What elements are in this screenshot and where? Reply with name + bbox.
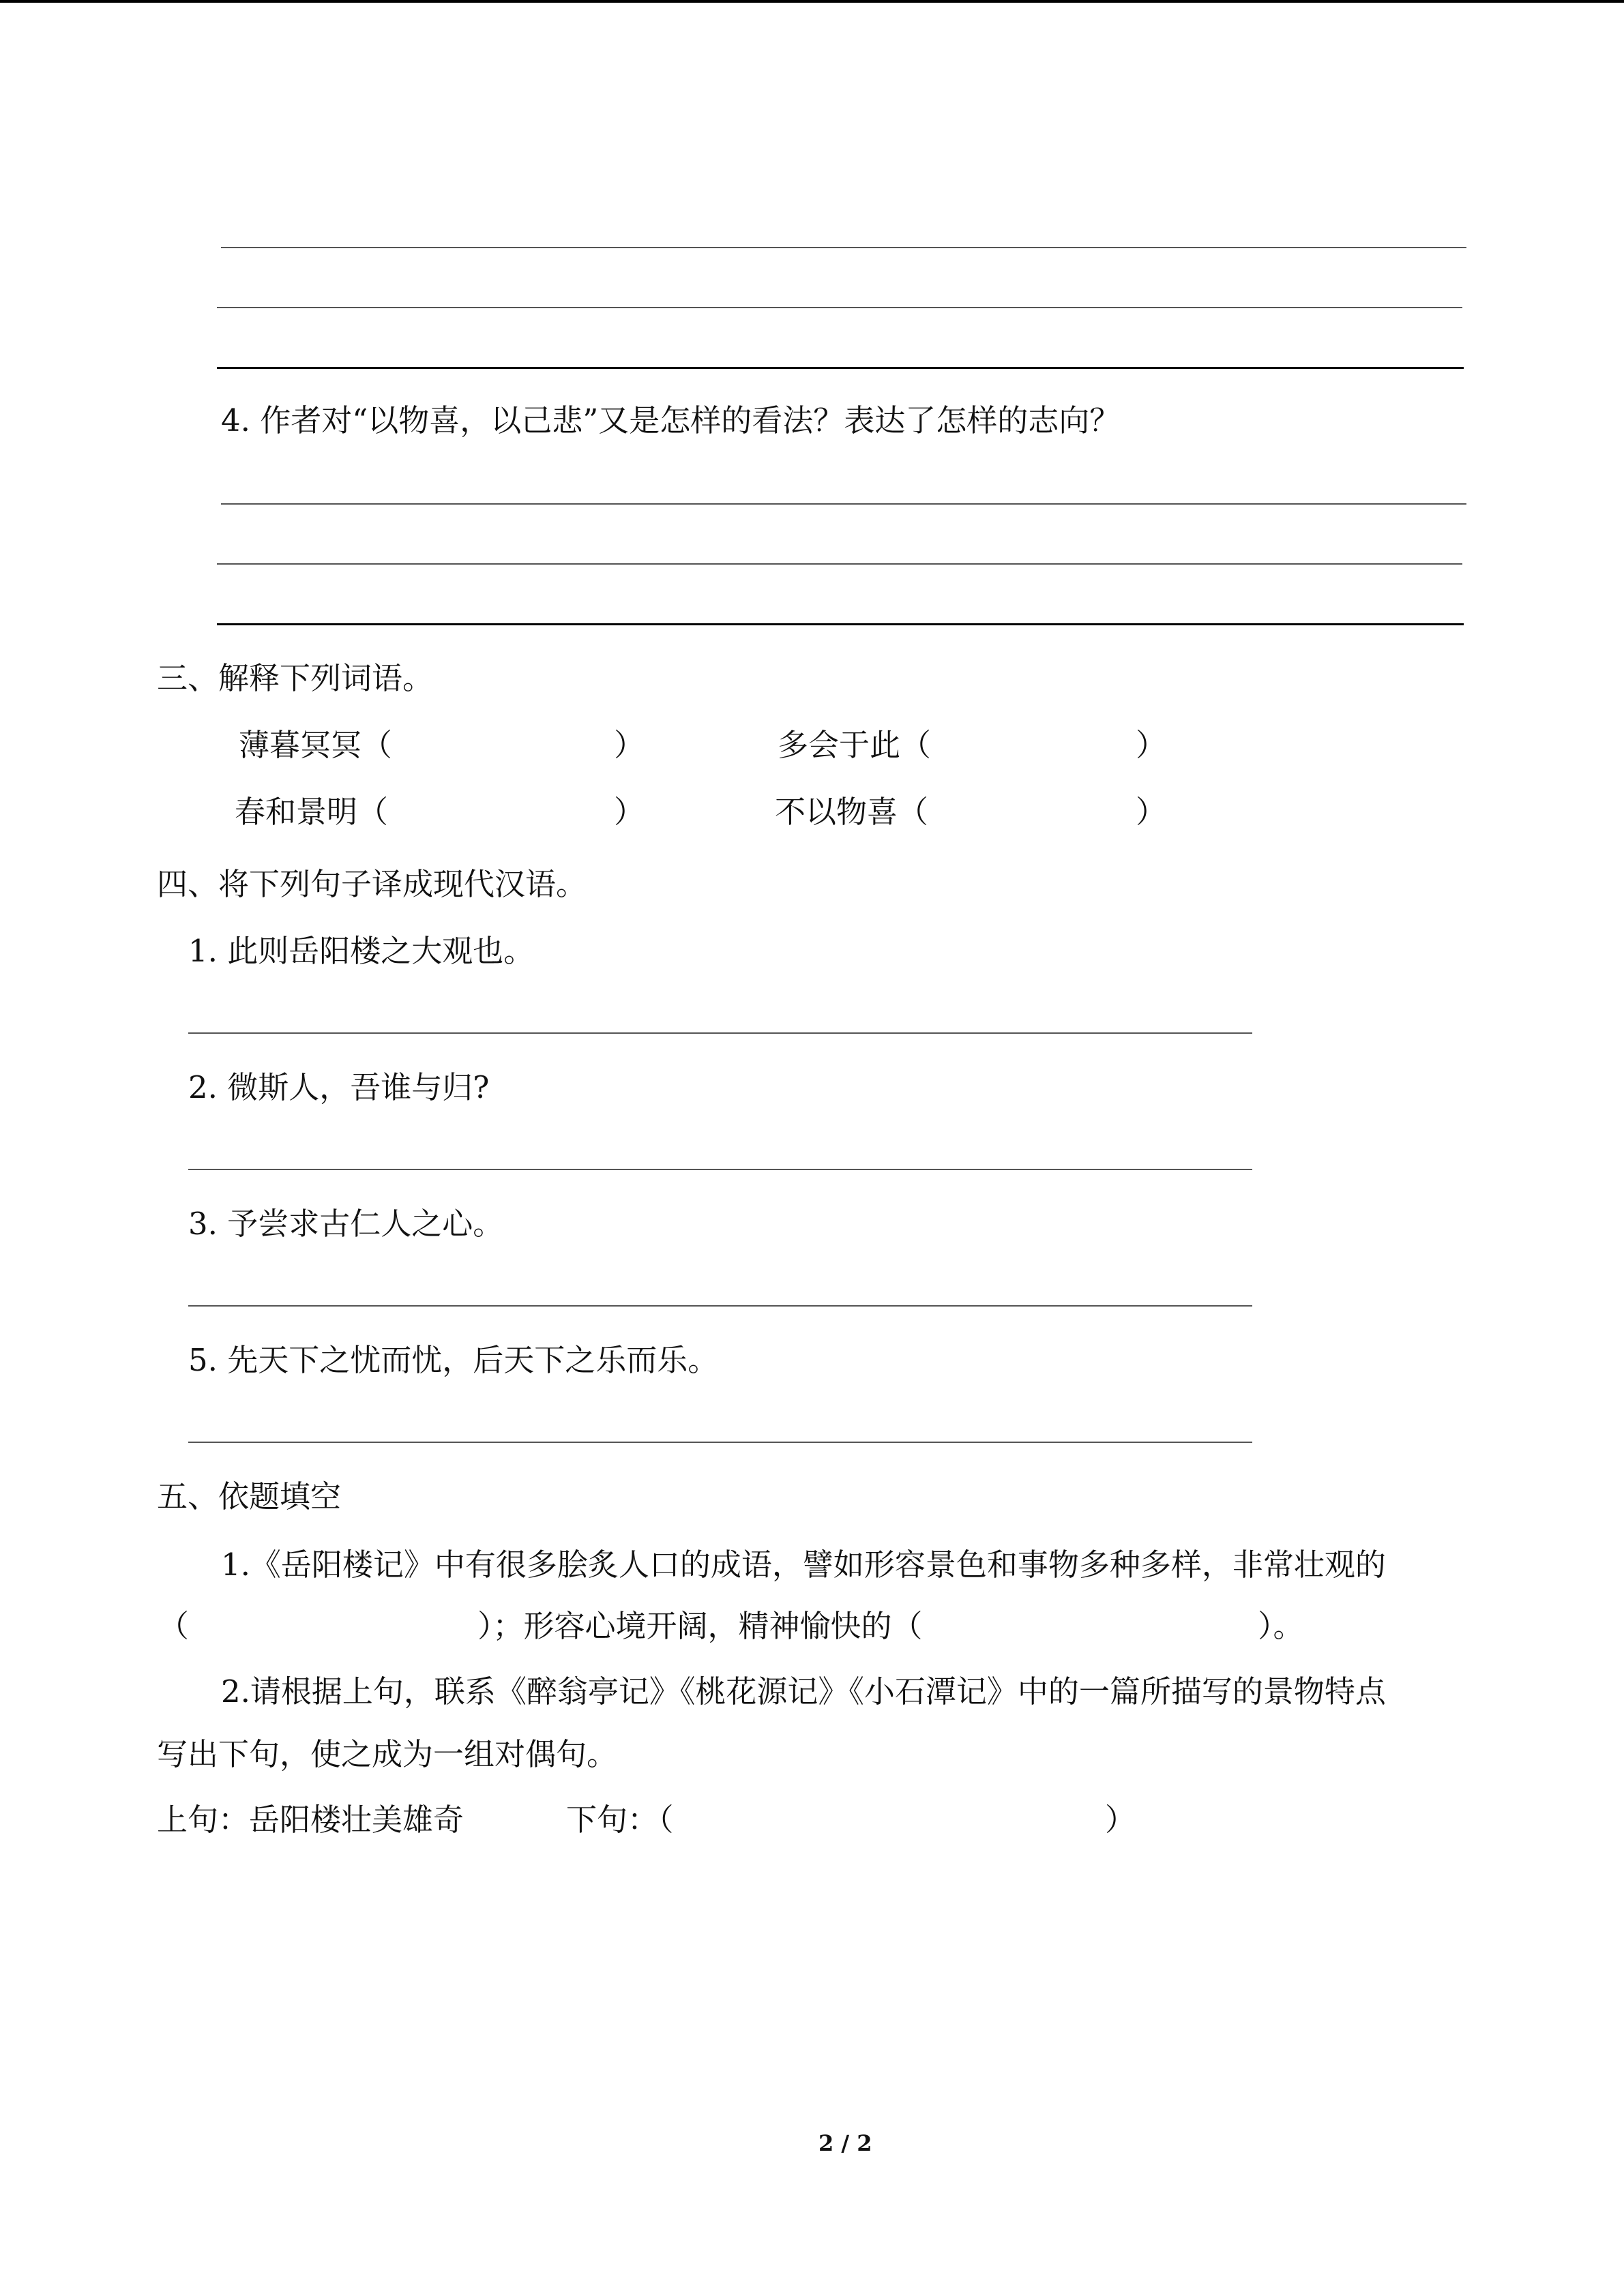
answer-line[interactable] bbox=[188, 1169, 1252, 1170]
answer-line[interactable] bbox=[188, 1305, 1252, 1307]
term-close: ） bbox=[614, 794, 645, 830]
answer-line[interactable] bbox=[188, 1442, 1252, 1443]
answer-line[interactable] bbox=[188, 1032, 1252, 1034]
upper-couplet: 上句：岳阳楼壮美雄奇 bbox=[157, 1802, 464, 1838]
answer-line[interactable] bbox=[217, 367, 1464, 369]
answer-line[interactable] bbox=[221, 247, 1466, 248]
sentence-item: 3. 予尝求古仁人之心。 bbox=[188, 1206, 504, 1242]
term-item: 薄暮冥冥（ bbox=[239, 727, 393, 763]
term-close: ） bbox=[614, 727, 645, 763]
lower-couplet-close: ） bbox=[1105, 1802, 1136, 1838]
fill-close-paren: ）。 bbox=[1258, 1608, 1304, 1644]
term-item: 春和景明（ bbox=[235, 794, 389, 830]
answer-line[interactable] bbox=[217, 307, 1462, 308]
term-item: 不以物喜（ bbox=[775, 794, 929, 830]
term-close: ） bbox=[1136, 794, 1167, 830]
section-3-title: 三、解释下列词语。 bbox=[157, 660, 434, 696]
fill-paragraph-1-mid: ）；形容心境开阔，精神愉快的（ bbox=[477, 1608, 923, 1644]
question-4: 4. 作者对“以物喜，以己悲”又是怎样的看法？表达了怎样的志向？ bbox=[221, 402, 1121, 438]
answer-line[interactable] bbox=[217, 623, 1464, 625]
fill-paragraph-2-line2: 写出下句，使之成为一组对偶句。 bbox=[157, 1736, 618, 1772]
lower-couplet-label: 下句：（ bbox=[566, 1802, 674, 1838]
fill-open-paren: （ bbox=[158, 1608, 190, 1644]
sentence-item: 2. 微斯人，吾谁与归? bbox=[188, 1069, 490, 1105]
answer-line[interactable] bbox=[217, 563, 1462, 565]
section-4-title: 四、将下列句子译成现代汉语。 bbox=[157, 866, 587, 902]
fill-paragraph-2-line1: 2.请根据上句，联系《醉翁亭记》《桃花源记》《小石潭记》中的一篇所描写的景物特点 bbox=[221, 1673, 1386, 1710]
term-close: ） bbox=[1136, 727, 1167, 763]
section-5-title: 五、依题填空 bbox=[157, 1478, 342, 1515]
sentence-item: 5. 先天下之忧而忧，后天下之乐而乐。 bbox=[188, 1342, 719, 1378]
term-item: 多会于此（ bbox=[778, 727, 932, 763]
page-number: 2 / 2 bbox=[818, 2130, 872, 2156]
answer-line[interactable] bbox=[221, 503, 1466, 505]
fill-paragraph-1-line1: 1.《岳阳楼记》中有很多脍炙人口的成语，譬如形容景色和事物多种多样，非常壮观的 bbox=[221, 1547, 1386, 1583]
sentence-item: 1. 此则岳阳楼之大观也。 bbox=[188, 933, 535, 969]
